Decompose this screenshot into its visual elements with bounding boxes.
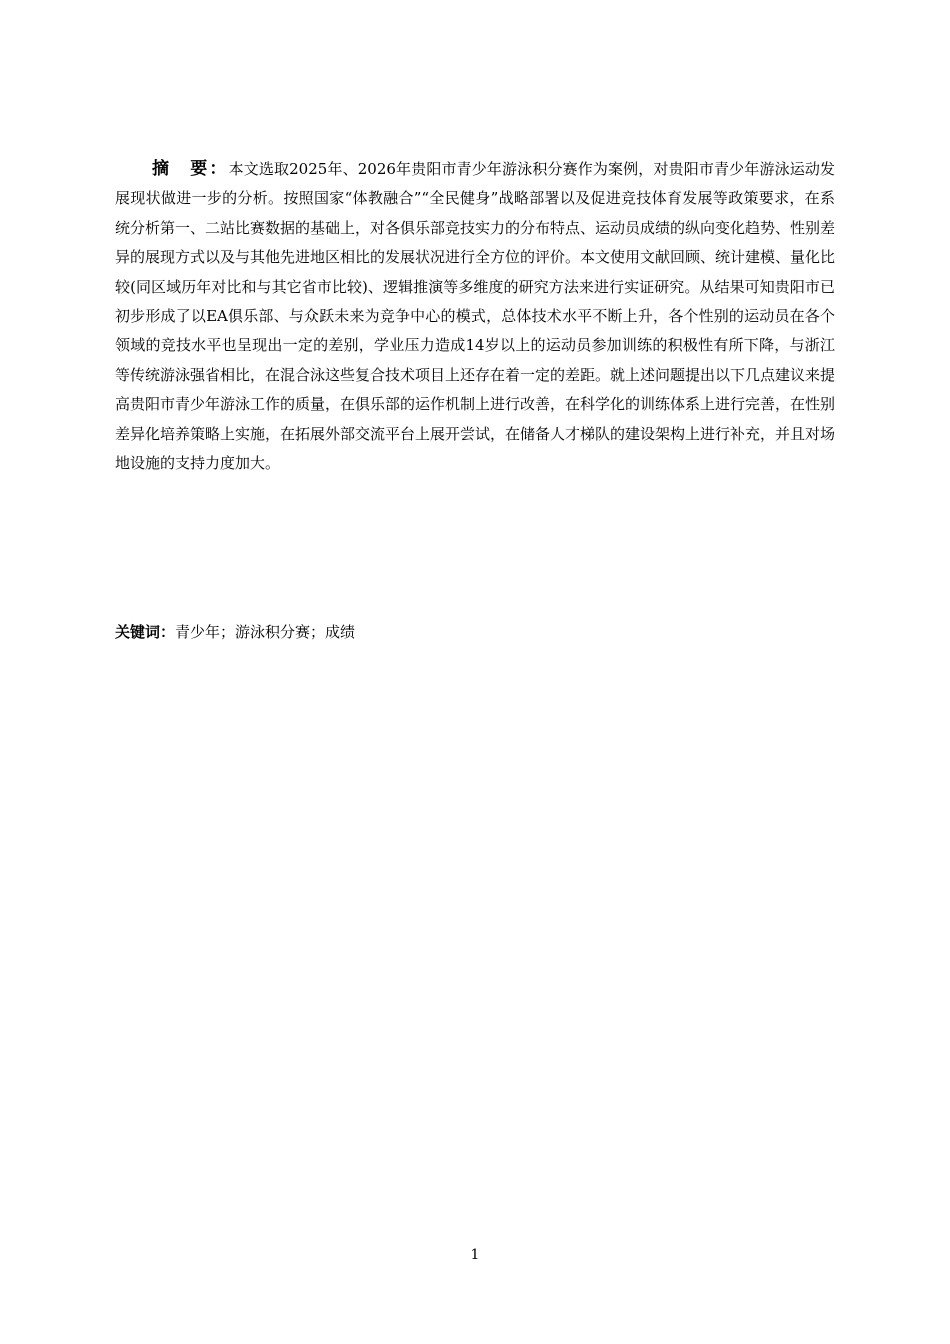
abstract-text: 本文选取2025年、2026年贵阳市青少年游泳积分赛作为案例，对贵阳市青少年游泳运动发展现状做进一步的分析。按照国家“体教融合”“全民健身”战略部署以及促进竞技体育发展等政策要求，在系统分析第一、二站比赛数据的基础上，对各俱乐部竞技实力的分布特点、运动员成绩的纵向变化趋势、性别差异的展现方式以及与其他先进地区相比的发展状况进行全方位的评价。本文使用文献回顾、统计建模、量化比较(同区域历年对比和与其它省市比较)、逻辑推演等多维度的研究方法来进行实证研究。从结果可知贵阳市已初步形成了以EA俱乐部、与众跃未来为竞争中心的模式，总体技术水平不断上升，各个性别的运动员在各个领域的竞技水平也呈现出一定的差别，学业压力造成14岁以上的运动员参加训练的积极性有所下降，与浙江等传统游泳强省相比，在混合泳这些复合技术项目上还存在着一定的差距。就上述问题提出以下几点建议来提高贵阳市青少年游泳工作的质量，在俱乐部的运作机制上进行改善，在科学化的训练体系上进行完善，在性别差异化培养策略上实施，在拓展外部交流平台上展开尝试，在储备人才梯队的建设架构上进行补充，并且对场地设施的支持力度加大。 [115, 160, 836, 473]
page-number: 1 [470, 1247, 480, 1263]
keywords-line [115, 619, 835, 645]
abstract-paragraph [115, 155, 835, 478]
keywords-text: 青少年；游泳积分赛；成绩 [175, 623, 356, 641]
abstract-label: 摘 要： [152, 159, 229, 179]
keywords-label: 关键词： [115, 623, 176, 641]
